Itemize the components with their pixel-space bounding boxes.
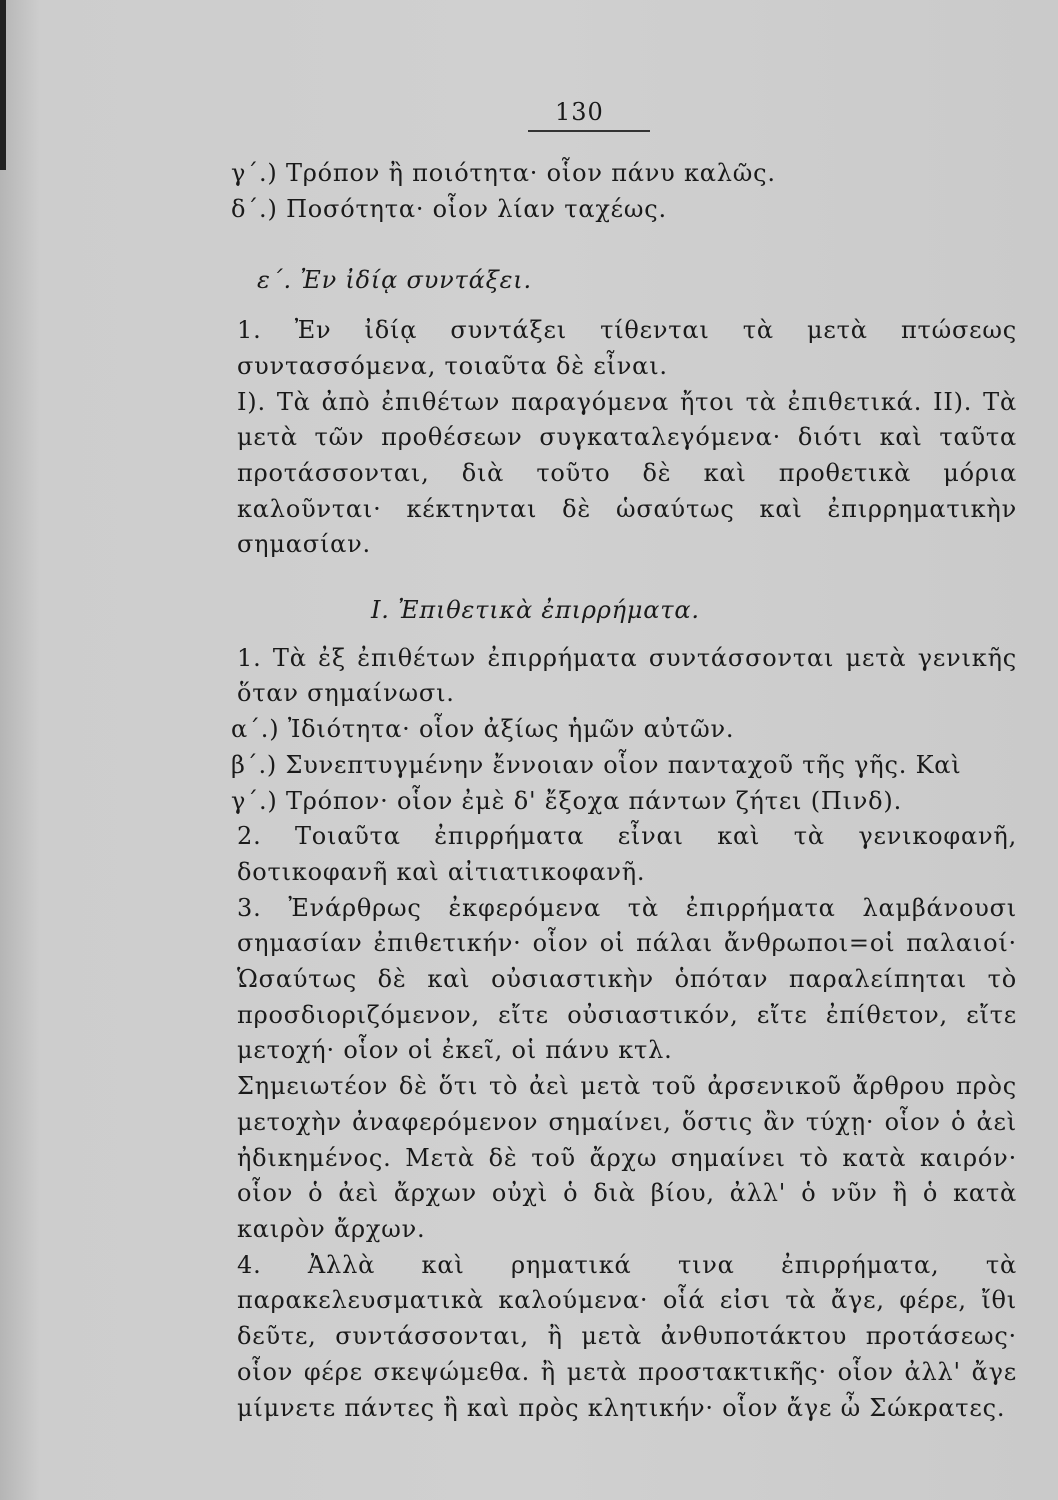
section-heading-own-syntax: ε΄. Ἐν ἰδίᾳ συντάξει. (257, 266, 532, 295)
paragraph-6: Σημειωτέον δὲ ὅτι τὸ ἀεὶ μετὰ τοῦ ἀρσενικοῦ ἄρθρου πρὸς μετοχὴν ἀναφερόμενον σημαίνει, ὅστις ἂν τύχῃ· οἷον ὁ ἀεὶ ἠδικημένος. Μετὰ δὲ τοῦ ἄρχω σημαίνει τὸ κατὰ καιρόν· οἷον ὁ ἀεὶ ἄρχων οὐχὶ ὁ διὰ βίου, ἀλλ' ὁ νῦν ἢ ὁ κατὰ καιρὸν ἄρχων. (237, 1072, 1017, 1243)
item-alpha: α΄.) Ἰδιότητα· οἷον ἀξίως ἡμῶν αὐτῶν. (231, 715, 735, 744)
paragraph-2: I). Τὰ ἀπὸ ἐπιθέτων παραγόμενα ἤτοι τὰ ἐπιθετικά. II). Τὰ μετὰ τῶν προθέσεων συγκαταλεγόμενα· διότι καὶ ταῦτα προτάσσονται, διὰ τοῦτο δὲ καὶ προθετικὰ μόρια καλοῦνται· κέκτηνται δὲ ὡσαύτως καὶ ἐπιρρηματικὴν σημασίαν. (237, 387, 1017, 559)
body-text (197, 156, 1017, 1426)
paragraph-4: 2. Τοιαῦτα ἐπιρρήματα εἶναι καὶ τὰ γενικοφανῆ, δοτικοφανῆ καὶ αἰτιατικοφανῆ. (237, 822, 1017, 886)
paragraph-7: 4. Ἀλλὰ καὶ ρηματικά τινα ἐπιρρήματα, τὰ παρακελευσματικὰ καλούμενα· οἷά εἰσι τὰ ἄγε, φέρε, ἴθι δεῦτε, συντάσσονται, ἢ μετὰ ἀνθυποτάκτου προτάσεως· οἷον φέρε σκεψώμεθα. ἢ μετὰ προστακτικῆς· οἷον ἀλλ' ἄγε μίμνετε πάντες ἢ καὶ πρὸς κλητικήν· οἷον ἄγε ὦ Σώκρατες. (237, 1250, 1017, 1422)
paragraph-3: 1. Τὰ ἐξ ἐπιθέτων ἐπιρρήματα συντάσσονται μετὰ γενικῆς ὅταν σημαίνωσι. (237, 643, 1017, 708)
item-beta: β΄.) Συνεπτυγμένην ἔννοιαν οἷον πανταχοῦ τῆς γῆς. Καὶ (231, 750, 962, 779)
item-gamma: γ΄.) Τρόπον· οἷον ἐμὲ δ' ἔξοχα πάντων ζήτει (Πινδ). (231, 786, 903, 815)
binding-edge (0, 0, 6, 170)
line-quantity: δ΄.) Ποσότητα· οἷον λίαν ταχέως. (231, 194, 667, 223)
page-number-rule (528, 130, 650, 132)
paragraph-1: 1. Ἐν ἰδίᾳ συντάξει τίθενται τὰ μετὰ πτώσεως συντασσόμενα, τοιαῦτα δὲ εἶναι. (237, 316, 1017, 380)
paragraph-5: 3. Ἐνάρθρως ἐκφερόμενα τὰ ἐπιρρήματα λαμβάνουσι σημασίαν ἐπιθετικήν· οἷον οἱ πάλαι ἄνθρωποι=οἱ παλαιοί· Ὡσαύτως δὲ καὶ οὐσιαστικὴν ὁπόταν παραλείπηται τὸ προσδιοριζόμενον, εἴτε οὐσιαστικόν, εἴτε ἐπίθετον, εἴτε μετοχή· οἷον οἱ ἐκεῖ, οἱ πάνυ κτλ. (237, 893, 1017, 1065)
line-manner: γ΄.) Τρόπον ἢ ποιότητα· οἷον πάνυ καλῶς. (231, 159, 776, 187)
page-number: 130 (555, 98, 604, 126)
section-heading-adjectival: I. Ἐπιθετικὰ ἐπιρρήματα. (371, 596, 700, 625)
